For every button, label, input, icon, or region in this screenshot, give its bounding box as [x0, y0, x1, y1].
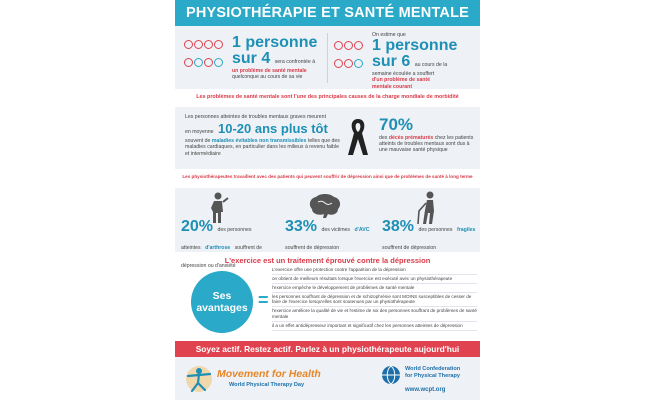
faces-icon-group-left	[183, 37, 227, 73]
list-item: l'exercice empêche le développement de problèmes de santé mentale	[272, 284, 477, 293]
org-url-link[interactable]: www.wcpt.org	[405, 387, 446, 393]
premature-death-text2: chez les patients atteints de troubles mentaux sont dus à une mauvaise santé physique	[379, 135, 474, 154]
org-name-line2: for Physical Therapy	[405, 373, 461, 379]
early-death-pre: en moyenne	[185, 129, 214, 136]
benefits-circle	[191, 271, 253, 333]
stat-text-d: mentale courant	[372, 83, 413, 90]
poster-footer	[175, 357, 480, 400]
call-to-action-banner: Soyez actif. Restez actif. Parlez à un physiothérapeute aujourd'hui	[175, 341, 480, 357]
sad-face-icon	[334, 59, 343, 68]
sad-face-icon	[184, 58, 193, 67]
sad-face-icon	[354, 41, 363, 50]
brand-subtitle: World Physical Therapy Day	[229, 382, 305, 388]
stroke-highlight: d'AVC	[354, 227, 370, 233]
awareness-ribbon-icon	[345, 117, 371, 157]
stats-row-mortality	[175, 107, 480, 169]
premature-death-pct: 70%	[379, 115, 414, 134]
premature-death-text	[379, 135, 477, 154]
frailty-text2: souffrent de dépression	[382, 245, 437, 251]
arthrosis-highlight: d'arthrose	[205, 245, 231, 251]
stat-one-in-six	[372, 32, 476, 90]
stat-big-line2: sur 4	[232, 50, 271, 67]
row-divider	[327, 33, 328, 83]
sad-face-icon	[184, 40, 193, 49]
sad-face-icon	[214, 40, 223, 49]
early-death-line	[185, 120, 340, 138]
stat-text-b: un problème de santé mentale	[232, 68, 307, 74]
frailty-stat	[382, 218, 478, 254]
premature-death-highlight: décès prématurés	[388, 135, 434, 141]
happy-face-icon	[354, 59, 363, 68]
sad-face-icon	[204, 40, 213, 49]
sad-face-icon	[344, 41, 353, 50]
org-name	[405, 366, 460, 380]
frailty-highlight: fragiles	[456, 227, 476, 233]
early-death-details	[185, 138, 340, 157]
happy-face-icon	[214, 58, 223, 67]
stat-text-b: semaine écoulée a souffert	[372, 71, 435, 78]
frailty-text1: des personnes	[418, 227, 453, 233]
early-death-text1: souvent de	[185, 138, 211, 145]
early-death-intro: Les personnes atteintes de troubles mentaux graves meurent	[185, 114, 327, 120]
poster-title: PHYSIOTHÉRAPIE ET SANTÉ MENTALE	[175, 0, 480, 26]
stat-big-line2: sur 6	[372, 53, 411, 71]
stat-big-line1: 1 personne	[372, 37, 458, 55]
early-death-highlight: maladies évitables non transmissibles	[211, 138, 307, 145]
infographic-poster	[175, 0, 480, 400]
stat-big-line1: 1 personne	[232, 34, 318, 51]
movement-figure-icon	[185, 365, 213, 393]
stat-text-a: sera confrontée à	[274, 59, 316, 65]
list-item: il a un effet antidépresseur important et significatif chez les personnes atteintes de dépression	[272, 322, 477, 331]
stroke-text2: souffrent de dépression	[285, 245, 340, 251]
list-item: les personnes souffrant de dépression et de schizophrénie sont MOINS susceptibles de cesser de faire de l'exercice lorsqu'elles sont soutenues par un physiothérapeute	[272, 293, 477, 307]
premature-death-stat	[379, 115, 477, 154]
faces-icon-group-right	[333, 38, 377, 74]
arthrosis-pct: 20%	[181, 218, 214, 235]
banner-morbidity: Les problèmes de santé mentale sont l'une des principales causes de la charge mondiale de morbidité	[175, 94, 480, 100]
early-death-big: 10-20 ans plus tôt	[218, 121, 328, 137]
early-death-text2: telles que des maladies cardiaques, en particulier dans les milieux à revenu faible et intermédiaire	[185, 138, 340, 157]
happy-face-icon	[194, 58, 203, 67]
sad-face-icon	[334, 41, 343, 50]
org-name-line1: World Confederation	[405, 366, 461, 372]
brain-icon	[308, 193, 342, 219]
arthrosis-text1: des personnes atteintes	[181, 227, 252, 251]
stroke-text1: des victimes	[321, 227, 351, 233]
equals-sign: =	[258, 290, 269, 310]
banner-physio-role: Les physiothérapeutes travaillent avec des patients qui peuvent souffrir de dépression ainsi que de problèmes de santé à long terme	[175, 174, 480, 179]
list-item: L'exercice offre une protection contre l'apparition de la dépression	[272, 266, 477, 275]
early-death-stat	[185, 114, 340, 157]
stroke-pct: 33%	[285, 218, 318, 235]
brand-name: Movement for Health	[217, 368, 321, 380]
stat-line2	[232, 50, 324, 68]
stat-pre: On estime que	[372, 32, 406, 38]
benefits-list	[272, 266, 477, 331]
exercise-title: L'exercice est un traitement éprouvé contre la dépression	[224, 256, 431, 265]
list-item: on obtient de meilleurs résultats lorsque l'exercice est exécuté avec un physiothérapeute	[272, 275, 477, 284]
list-item: l'exercice améliore la qualité de vie et l'estime de soi des personnes souffrant de problèmes de santé mentale	[272, 307, 477, 321]
benefits-circle-line2: avantages	[196, 302, 248, 314]
frailty-pct: 38%	[382, 218, 415, 235]
stroke-stat	[285, 218, 375, 254]
sad-face-icon	[344, 59, 353, 68]
sad-face-icon	[194, 40, 203, 49]
benefits-circle-line1: Ses	[212, 290, 232, 302]
stat-one-in-four	[232, 35, 324, 80]
globe-logo-icon	[381, 365, 401, 385]
stat-text-a: au cours de la	[414, 62, 448, 69]
stat-text-c: d'un problème de santé	[372, 77, 431, 84]
stat-text-c: quelconque au cours de sa vie	[232, 74, 303, 81]
stat-line2	[372, 53, 476, 71]
arthrosis-text2: souffrent de dépression ou d'anxiété	[181, 245, 263, 269]
sad-face-icon	[204, 58, 213, 67]
stats-row-prevalence	[175, 26, 480, 89]
premature-death-text1: des	[379, 135, 388, 141]
